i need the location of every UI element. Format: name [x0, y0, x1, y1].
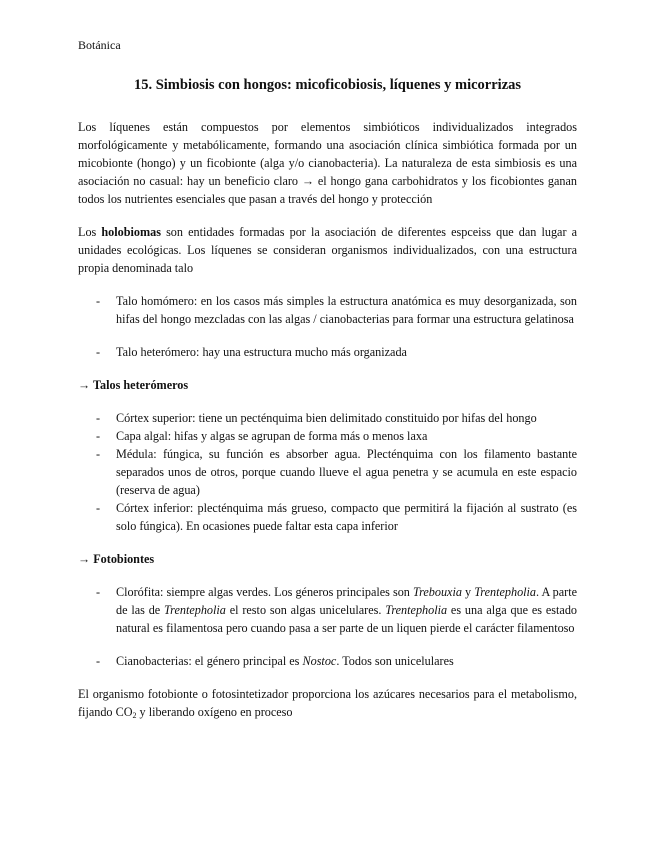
list-item [78, 583, 577, 637]
list-item [78, 445, 577, 499]
list-item-text: Talo heterómero: hay una estructura mucho más organizada [116, 345, 407, 359]
list-item [78, 427, 577, 445]
bold-term: holobiomas [101, 225, 161, 239]
section-title: 15. Simbiosis con hongos: micoficobiosis, líquenes y micorrizas [133, 77, 522, 93]
fotobiontes-list [78, 583, 577, 670]
talo-types-list [78, 292, 577, 361]
holobiomas-paragraph [78, 223, 577, 277]
list-item [78, 292, 577, 328]
list-item [78, 343, 577, 361]
running-header: Botánica [78, 38, 121, 52]
text-run: . A parte de las de [116, 585, 578, 617]
fotobiontes-heading: → Fotobiontes [78, 552, 155, 566]
list-item [78, 652, 577, 670]
list-item [78, 499, 577, 535]
list-item-text: Córtex superior: tiene un pecténquima bien delimitado constituido por hifas del hongo [116, 411, 537, 425]
heteromeros-list [78, 409, 577, 535]
list-item [78, 409, 577, 427]
list-item-text: Capa algal: hifas y algas se agrupan de forma más o menos laxa [116, 429, 428, 443]
list-item-text: Médula: fúngica, su función es absorber agua. Plecténquima con los filamento bastante separados unos de otros, porque cuando llueve el agua penetra y se acumula en este espacio (reserva de agua) [116, 447, 577, 497]
bullet-dash: - [96, 411, 101, 425]
list-item-text: Talo homómero: en los casos más simples la estructura anatómica es muy desorganizada, son hifas del hongo mezcladas con las algas / cianobacterias para formar una estructura gelatinosa [116, 294, 577, 326]
text-run: son entidades formadas por la asociación de diferentes espceiss que dan lugar a unidades ecológicas. Los líquenes se consideran organismos individualizados, con una estructura propia denominada talo [78, 225, 577, 275]
genus-name: Trebouxia [412, 585, 462, 599]
genus-name: Trentepholia [385, 603, 448, 617]
subscript: 2 [132, 711, 137, 720]
bullet-dash: - [96, 345, 101, 359]
text-run: y [461, 585, 475, 599]
text-run: el resto son algas unicelulares. [225, 603, 386, 617]
genus-name: Nostoc [302, 654, 337, 668]
text-run: y liberando oxígeno en proceso [136, 705, 293, 719]
text-run: es una alga que es estado natural es filamentosa pero cuando pasa a ser parte de un liquen pierde el carácter filamentoso [116, 603, 578, 635]
text-run: Cianobacterias: el género principal es [116, 654, 303, 668]
text-run: El organismo fotobionte o fotosintetizador proporciona los azúcares necesarios para el metabolismo, fijando CO [78, 687, 577, 719]
list-item-text: Córtex inferior: plecténquima más grueso, compacto que permitirá la fijación al sustrato (es solo fúngica). En ocasiones puede faltar esta capa inferior [116, 501, 577, 533]
bullet-dash: - [96, 585, 101, 599]
bullet-dash: - [96, 654, 101, 668]
bullet-dash: - [96, 294, 101, 308]
intro-paragraph: Los líquenes están compuestos por elementos simbióticos individualizados integrados morfológicamente y metabólicamente, formando una asociación clínica simbiótica formada por un micobionte (hongo) y un ficobionte (alga y/o cianobacteria). La naturaleza de esta simbiosis es una asociación no casual: hay un beneficio claro → el hongo gana carbohidratos y los ficobiontes ganan todos los nutrientes esenciales que pasan a través del hongo y protección [78, 120, 577, 206]
bullet-dash: - [96, 501, 101, 515]
heteromeros-heading: → Talos heterómeros [78, 378, 189, 392]
bullet-dash: - [96, 447, 101, 461]
genus-name: Trentepholia [474, 585, 537, 599]
text-run: Clorófita: siempre algas verdes. Los géneros principales son [116, 585, 413, 599]
text-run: . Todos son unicelulares [336, 654, 454, 668]
text-run: Los [78, 225, 102, 239]
bullet-dash: - [96, 429, 101, 443]
closing-paragraph [78, 685, 577, 725]
genus-name: Trentepholia [164, 603, 226, 617]
